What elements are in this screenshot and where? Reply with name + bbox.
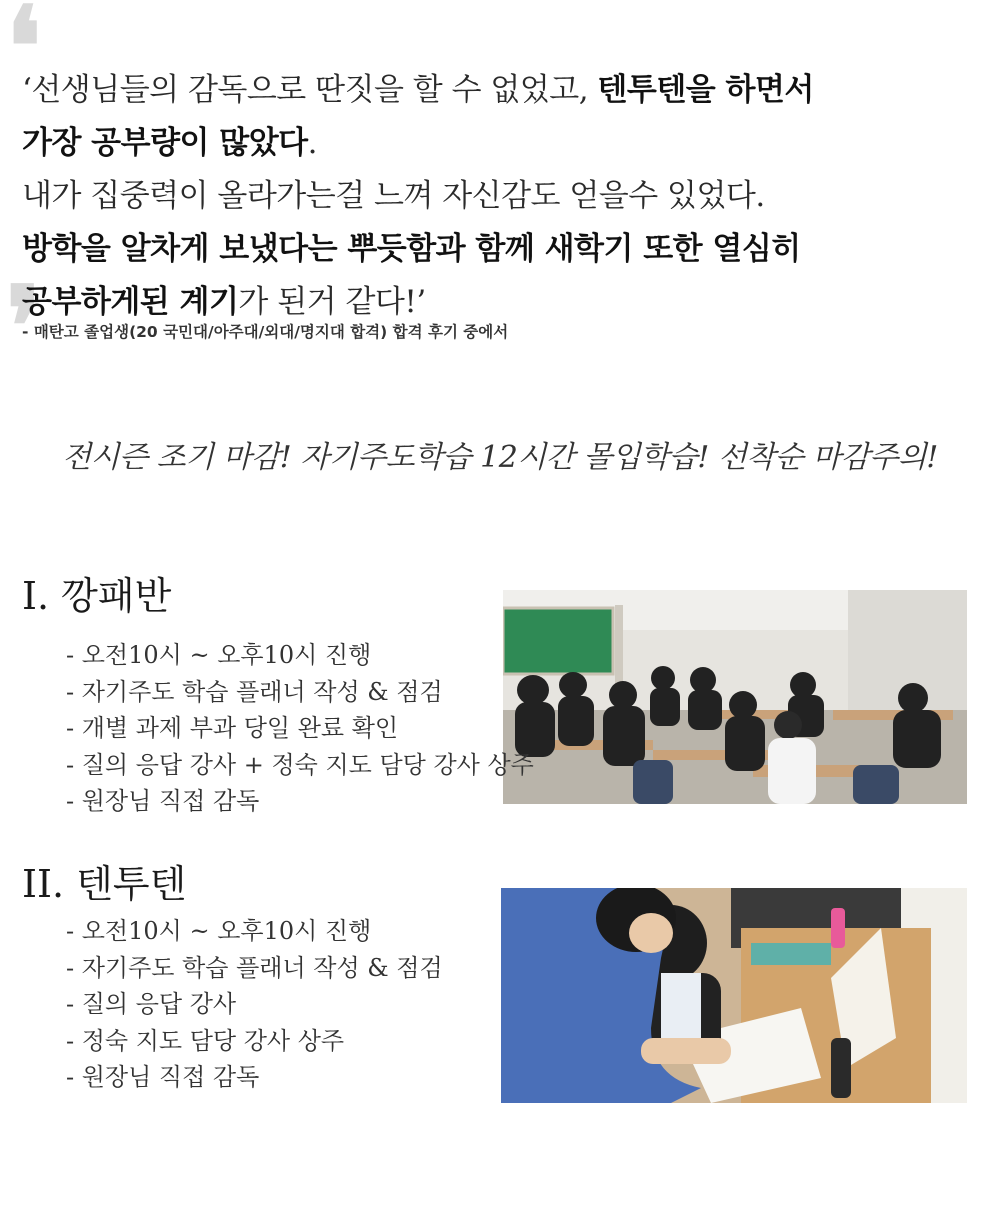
section-title-tentoten: II. 텐투텐 xyxy=(22,862,187,906)
tutoring-photo xyxy=(501,888,967,1103)
quote-line-2-text: . xyxy=(307,125,317,161)
list-item: - 자기주도 학습 플래너 작성 & 점검 xyxy=(66,677,443,706)
list-item: - 개별 과제 부과 당일 완료 확인 xyxy=(66,714,399,742)
tutoring-illustration xyxy=(501,888,967,1103)
classroom-photo xyxy=(503,590,967,804)
quote-line-1-text: ‘선생님들의 감독으로 딴짓을 할 수 없었고, xyxy=(22,72,598,108)
quote-line-4-emphasis: 방학을 알차게 보냈다는 뿌듯함과 함께 새학기 또한 열심히 xyxy=(22,231,801,267)
quote-source: - 매탄고 졸업생(20 국민대/아주대/외대/명지대 합격) 합격 후기 중에서 xyxy=(22,323,509,341)
list-item: - 질의 응답 강사 + 정숙 지도 담당 강사 상주 xyxy=(66,750,534,779)
quote-line-5-text: 가 된거 같다!’ xyxy=(238,284,426,320)
close-quote-icon: ❜ xyxy=(6,262,42,391)
section-list-tentoten xyxy=(66,913,443,1096)
quote-line-2-emphasis: 가장 공부량이 많았다 xyxy=(22,125,308,161)
open-quote-icon: ❛ xyxy=(6,0,42,111)
list-item: - 오전10시 ~ 오후10시 진행 xyxy=(66,917,372,945)
enrollment-notice: 전시즌 조기 마감! 자기주도학습 12시간 몰입학습! 선착순 마감주의! xyxy=(62,440,938,475)
quote-line-3: 내가 집중력이 올라가는걸 느껴 자신감도 얻을수 있었다. xyxy=(22,178,765,214)
section-list-kkangpae xyxy=(66,637,534,820)
list-item: - 오전10시 ~ 오후10시 진행 xyxy=(66,641,372,669)
list-item: - 질의 응답 강사 xyxy=(66,990,237,1018)
classroom-illustration xyxy=(503,590,967,804)
quote-line-5-emphasis: 공부하게된 계기 xyxy=(22,284,239,320)
list-item: - 자기주도 학습 플래너 작성 & 점검 xyxy=(66,953,443,982)
section-title-kkangpae: I. 깡패반 xyxy=(22,574,172,618)
quote-line-1-emphasis: 텐투텐을 하면서 xyxy=(597,72,814,108)
list-item: - 정숙 지도 담당 강사 상주 xyxy=(66,1026,345,1055)
list-item: - 원장님 직접 감독 xyxy=(66,1063,260,1091)
quote-line-1 xyxy=(22,64,982,117)
list-item: - 원장님 직접 감독 xyxy=(66,787,260,815)
quote-line-4 xyxy=(22,223,982,276)
testimonial-quote xyxy=(22,64,982,329)
quote-line-2 xyxy=(22,117,982,170)
